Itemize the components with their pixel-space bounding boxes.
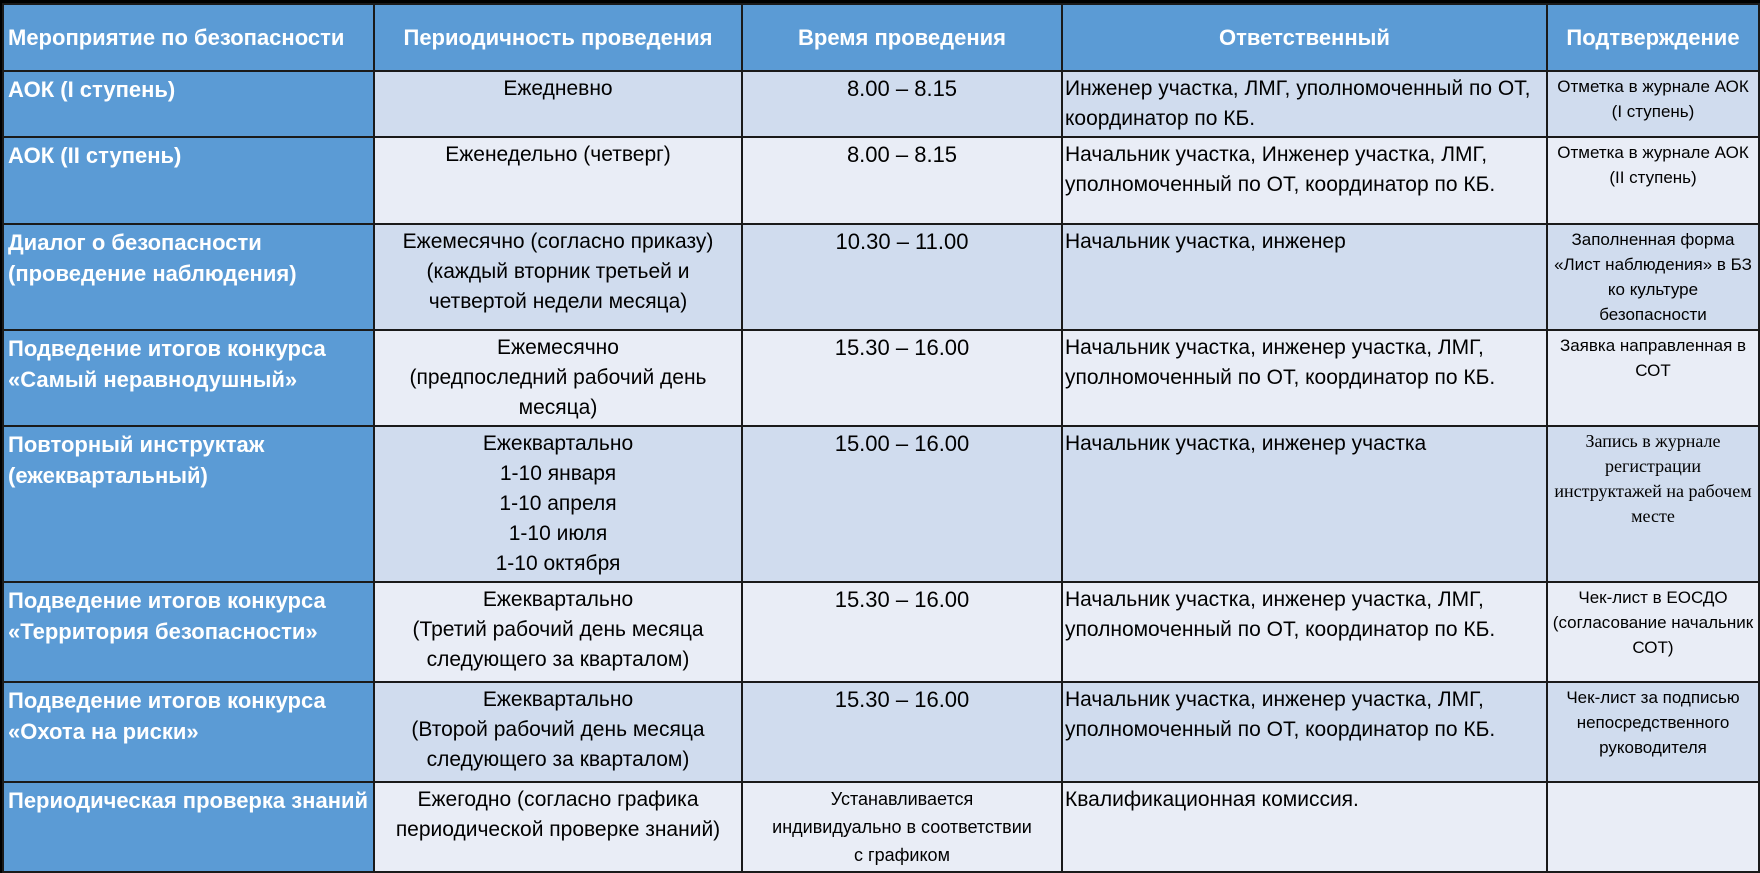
event-cell: Подведение итогов конкурса «Охота на риски» (3, 682, 374, 782)
time-cell: 15.30 – 16.00 (742, 682, 1062, 782)
periodicity-cell: Ежемесячно (предпоследний рабочий день месяца) (374, 330, 742, 426)
time-cell: Устанавливается индивидуально в соответствии с графиком (742, 782, 1062, 872)
event-cell: Подведение итогов конкурса «Самый неравнодушный» (3, 330, 374, 426)
header-confirmation: Подтверждение (1547, 4, 1759, 71)
time-cell: 8.00 – 8.15 (742, 71, 1062, 137)
time-cell: 15.30 – 16.00 (742, 330, 1062, 426)
responsible-cell: Начальник участка, Инженер участка, ЛМГ, уполномоченный по ОТ, координатор по КБ. (1062, 137, 1547, 224)
confirmation-cell (1547, 782, 1759, 872)
event-cell: Периодическая проверка знаний (3, 782, 374, 872)
header-time: Время проведения (742, 4, 1062, 71)
header-row (3, 4, 1759, 71)
event-cell: АОК (II ступень) (3, 137, 374, 224)
table-row (3, 224, 1759, 330)
time-cell: 15.30 – 16.00 (742, 582, 1062, 682)
responsible-cell: Начальник участка, инженер участка (1062, 426, 1547, 582)
confirmation-cell: Запись в журнале регистрации инструктажей на рабочем месте (1547, 426, 1759, 582)
responsible-cell: Начальник участка, инженер участка, ЛМГ, уполномоченный по ОТ, координатор по КБ. (1062, 330, 1547, 426)
table-row (3, 330, 1759, 426)
responsible-cell: Квалификационная комиссия. (1062, 782, 1547, 872)
periodicity-cell: Ежеквартально 1-10 января 1-10 апреля 1-10 июля 1-10 октября (374, 426, 742, 582)
header-periodicity: Периодичность проведения (374, 4, 742, 71)
header-event: Мероприятие по безопасности (3, 4, 374, 71)
table-row (3, 682, 1759, 782)
confirmation-cell: Чек-лист в ЕОСДО (согласование начальник СОТ) (1547, 582, 1759, 682)
periodicity-cell: Ежеквартально (Второй рабочий день месяца следующего за кварталом) (374, 682, 742, 782)
responsible-cell: Начальник участка, инженер (1062, 224, 1547, 330)
responsible-cell: Начальник участка, инженер участка, ЛМГ, уполномоченный по ОТ, координатор по КБ. (1062, 582, 1547, 682)
responsible-cell: Инженер участка, ЛМГ, уполномоченный по ОТ, координатор по КБ. (1062, 71, 1547, 137)
event-cell: Повторный инструктаж (ежеквартальный) (3, 426, 374, 582)
table-row (3, 426, 1759, 582)
table-row (3, 782, 1759, 872)
periodicity-cell: Ежедневно (374, 71, 742, 137)
time-cell: 8.00 – 8.15 (742, 137, 1062, 224)
periodicity-cell: Ежеквартально (Третий рабочий день месяца следующего за кварталом) (374, 582, 742, 682)
event-cell: АОК (I ступень) (3, 71, 374, 137)
confirmation-cell: Заявка направленная в СОТ (1547, 330, 1759, 426)
time-cell: 10.30 – 11.00 (742, 224, 1062, 330)
periodicity-cell: Ежемесячно (согласно приказу) (каждый вторник третьей и четвертой недели месяца) (374, 224, 742, 330)
responsible-cell: Начальник участка, инженер участка, ЛМГ, уполномоченный по ОТ, координатор по КБ. (1062, 682, 1547, 782)
table-row (3, 582, 1759, 682)
table-row (3, 71, 1759, 137)
event-cell: Подведение итогов конкурса «Территория безопасности» (3, 582, 374, 682)
header-responsible: Ответственный (1062, 4, 1547, 71)
table-row (3, 137, 1759, 224)
confirmation-cell: Отметка в журнале АОК (I ступень) (1547, 71, 1759, 137)
safety-schedule-table (2, 3, 1760, 873)
confirmation-cell: Заполненная форма «Лист наблюдения» в БЗ ко культуре безопасности (1547, 224, 1759, 330)
periodicity-cell: Ежегодно (согласно графика периодической проверке знаний) (374, 782, 742, 872)
periodicity-cell: Еженедельно (четверг) (374, 137, 742, 224)
event-cell: Диалог о безопасности (проведение наблюдения) (3, 224, 374, 330)
confirmation-cell: Чек-лист за подписью непосредственного руководителя (1547, 682, 1759, 782)
confirmation-cell: Отметка в журнале АОК (II ступень) (1547, 137, 1759, 224)
time-cell: 15.00 – 16.00 (742, 426, 1062, 582)
